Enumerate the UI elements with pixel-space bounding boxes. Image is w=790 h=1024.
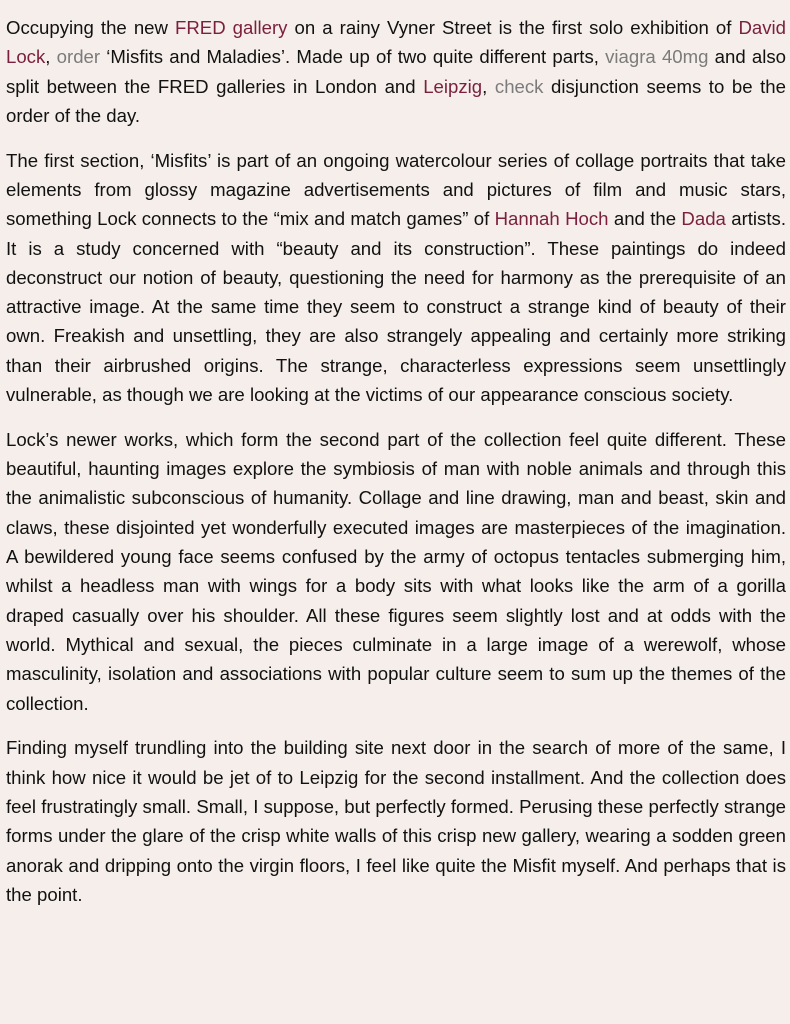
dada-link[interactable]: Dada — [681, 208, 726, 230]
paragraph-intro — [6, 13, 786, 130]
text-run: on a rainy Vyner Street is the first solo exhibition of — [287, 17, 739, 38]
text-run: ‘Misfits and Maladies’. Made up of two quite different parts, — [100, 46, 606, 68]
check-link[interactable]: check — [494, 75, 544, 97]
text-run: and the — [608, 208, 682, 230]
hannah-hoch-link[interactable]: Hannah Hoch — [494, 208, 609, 230]
text-run: , — [45, 46, 57, 68]
viagra-link[interactable]: viagra 40mg — [605, 46, 709, 68]
text-run: Finding myself trundling into the building site next door in the search of more of the same, I think how nice it would be jet of to Leipzig for the second installment. And the collection does feel frustratingly small. Small, I suppose, but perfectly formed. Perusing these perfectly strange forms under the glare of the crisp white walls of this crisp new gallery, wearing a sodden green anorak and dripping onto the virgin floors, I feel like quite the Misfit myself. And perhaps that is the point. — [6, 737, 786, 905]
david-lock-link[interactable]: David Lock — [6, 17, 786, 68]
fred-gallery-link[interactable]: FRED gallery — [175, 17, 288, 38]
article-body — [6, 13, 786, 925]
text-run: Lock’s newer works, which form the second part of the collection feel quite different. These beautiful, haunting images explore the symbiosis of man with noble animals and through this the animalistic subconscious of humanity. Collage and line drawing, man and beast, skin and claws, these disjointed yet wonderfully executed images are masterpieces of the imagination. A bewildered young face seems confused by the army of octopus tentacles submerging him, whilst a headless man with wings for a body sits with what looks like the arm of a gorilla draped casually over his shoulder. All these figures seem slightly lost and at odds with the world. Mythical and sexual, the pieces culminate in a large image of a werewolf, whose masculinity, isolation and associations with popular culture seem to sum up the themes of the collection. — [6, 428, 786, 714]
text-run: , — [482, 75, 495, 97]
text-run: disjunction seems to be the order of the day. — [6, 75, 786, 126]
paragraph-conclusion — [6, 733, 786, 909]
order-link[interactable]: order — [56, 46, 101, 68]
leipzig-link[interactable]: Leipzig — [423, 75, 483, 97]
paragraph-misfits — [6, 146, 786, 410]
text-run: and also split between the FRED galleries in London and — [6, 46, 786, 97]
text-run: artists. It is a study concerned with “beauty and its construction”. These paintings do indeed deconstruct our notion of beauty, questioning the need for harmony as the prerequisite of an attractive image. At the same time they seem to construct a strange kind of beauty of their own. Freakish and unsettling, they are also strangely appealing and certainly more striking than their airbrushed origins. The strange, characterless expressions seem unsettlingly vulnerable, as though we are looking at the victims of our appearance conscious society. — [6, 208, 786, 406]
text-run: The first section, ‘Misfits’ is part of an ongoing watercolour series of collage portraits that take elements from glossy magazine advertisements and pictures of film and music stars, something Lock connects to the “mix and match games” of — [6, 149, 786, 230]
paragraph-newer-works — [6, 425, 786, 718]
text-run: Occupying the new — [6, 17, 175, 38]
